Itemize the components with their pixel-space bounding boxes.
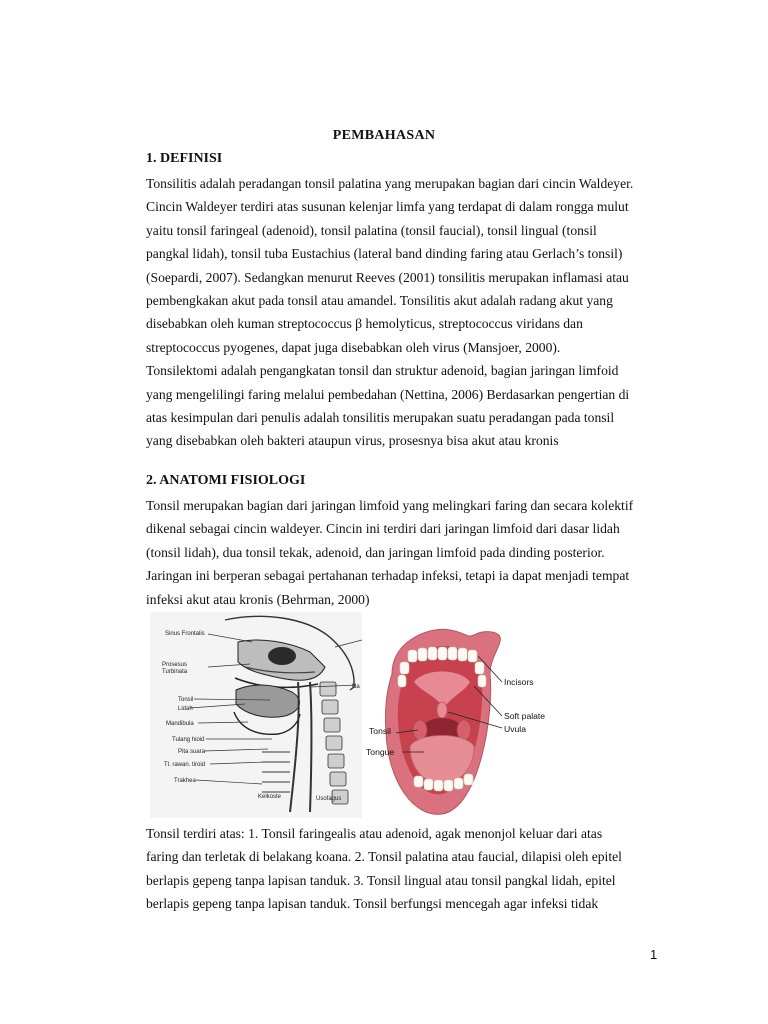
label-pita-suara: Pita suara bbox=[178, 749, 206, 755]
text-line: infeksi akut atau kronis (Behrman, 2000) bbox=[146, 591, 370, 607]
text-line: Tonsil terdiri atas: 1. Tonsil faringealis atau adenoid, agak menonjol keluar dari atas bbox=[146, 826, 603, 841]
text-line: (Soepardi, 2007). Sedangkan menurut Reeves (2001) tonsilitis merupakan inflamasi atau bbox=[146, 269, 629, 285]
section-heading-anatomi: 2. ANATOMI FISIOLOGI bbox=[146, 473, 306, 488]
head-cross-section-figure bbox=[150, 612, 362, 818]
text-line: (tonsil lidah), dua tonsil tekak, adenoid, dan jaringan limfoid pada dinding posterior. bbox=[146, 544, 605, 560]
label-soft-palate: Soft palate bbox=[504, 711, 546, 721]
head-cross-section-illustration bbox=[150, 612, 362, 818]
text-line: Tonsilitis adalah peradangan tonsil palatina yang merupakan bagian dari cincin Waldeyer. bbox=[146, 176, 634, 191]
page-number: 1 bbox=[650, 947, 658, 962]
text-line: pembengkakan akut pada tonsil atau amandel. Tonsilitis akut adalah radang akut yang bbox=[146, 293, 613, 309]
label-usofagus: Usofagus bbox=[316, 796, 342, 802]
text-line: Tonsilektomi adalah pengangkatan tonsil dan struktur adenoid, bagian jaringan limfoid bbox=[146, 363, 619, 379]
label-tonsil: Tonsil bbox=[178, 697, 194, 703]
text-line: Cincin Waldeyer terdiri atas susunan kelenjar limfa yang terdapat di dalam rongga mulut bbox=[146, 199, 629, 215]
paragraph-tonsil-terdiri bbox=[146, 822, 666, 916]
page-title: PEMBAHASAN bbox=[332, 128, 436, 143]
label-sinus-frontalis: Sinus Frontalis bbox=[165, 631, 205, 637]
text-line: berlapis gepeng tanpa lapisan tanduk. 3. Tonsil lingual atau tonsil pangkal lidah, epitel bbox=[146, 872, 616, 888]
label-na: Na bbox=[352, 684, 360, 690]
label-tongue: Tongue bbox=[366, 747, 395, 757]
section-heading-definisi: 1. DEFINISI bbox=[146, 151, 223, 166]
text-line: disebabkan oleh kuman streptococcus β hemolyticus, streptococcus viridans dan bbox=[146, 316, 583, 332]
label-incisors: Incisors bbox=[504, 677, 534, 687]
label-tl-rawan-tiroid: Tl. rawan. tiroid bbox=[164, 762, 206, 768]
text-line: yang mengelilingi faring melalui pembedahan (Nettina, 2006) Berdasarkan pengertian di bbox=[146, 386, 630, 402]
text-line: pangkal lidah), tonsil tuba Eustachius (lateral band dinding faring atau Gerlach’s tonsil) bbox=[146, 246, 623, 262]
text-line: Tonsil merupakan bagian dari jaringan limfoid yang melingkari faring dan secara kolektif bbox=[146, 498, 634, 513]
text-line: berlapis gepeng tanpa lapisan tanduk. Tonsil berfungsi mencegah agar infeksi tidak bbox=[146, 896, 599, 912]
text-line: Jaringan ini berperan sebagai pertahanan terhadap infeksi, tetapi ia dapat menjadi tempat bbox=[146, 568, 630, 584]
label-lidah: Lidah bbox=[178, 706, 193, 712]
label-uvula: Uvula bbox=[504, 724, 526, 734]
label-tonsil: Tonsil bbox=[369, 726, 391, 736]
label-turbinata: Turbinata bbox=[162, 669, 188, 675]
label-trakhea: Trakhea bbox=[174, 778, 196, 784]
label-tulang-hioid: Tulang hioid bbox=[172, 737, 205, 743]
open-mouth-figure bbox=[362, 612, 574, 818]
label-mandibula: Mandibula bbox=[166, 721, 194, 727]
paragraph-definisi bbox=[146, 172, 666, 453]
text-line: atas kesimpulan dari penulis adalah tonsilitis merupakan suatu peradangan pada tonsil bbox=[146, 410, 615, 426]
text-line: yang disebabkan oleh bakteri ataupun virus, prosesnya bisa akut atau kronis bbox=[146, 433, 559, 449]
label-kelkoste: Kelkoste bbox=[258, 794, 282, 800]
text-line: faring dan terletak di belakang koana. 2. Tonsil palatina atau faucial, dilapisi oleh epitel bbox=[146, 849, 622, 865]
open-mouth-illustration bbox=[362, 612, 574, 818]
paragraph-anatomi bbox=[146, 494, 666, 611]
text-line: streptococcus pyogenes, dapat juga disebabkan oleh virus (Mansjoer, 2000). bbox=[146, 339, 561, 355]
text-line: dikenal sebagai cincin waldeyer. Cincin ini terdiri dari jaringan limfoid dari dasar lidah bbox=[146, 521, 620, 537]
label-prosesus: Prosesus bbox=[162, 662, 188, 668]
text-line: yaitu tonsil faringeal (adenoid), tonsil palatina (tonsil faucial), tonsil lingual (tonsil bbox=[146, 222, 597, 238]
